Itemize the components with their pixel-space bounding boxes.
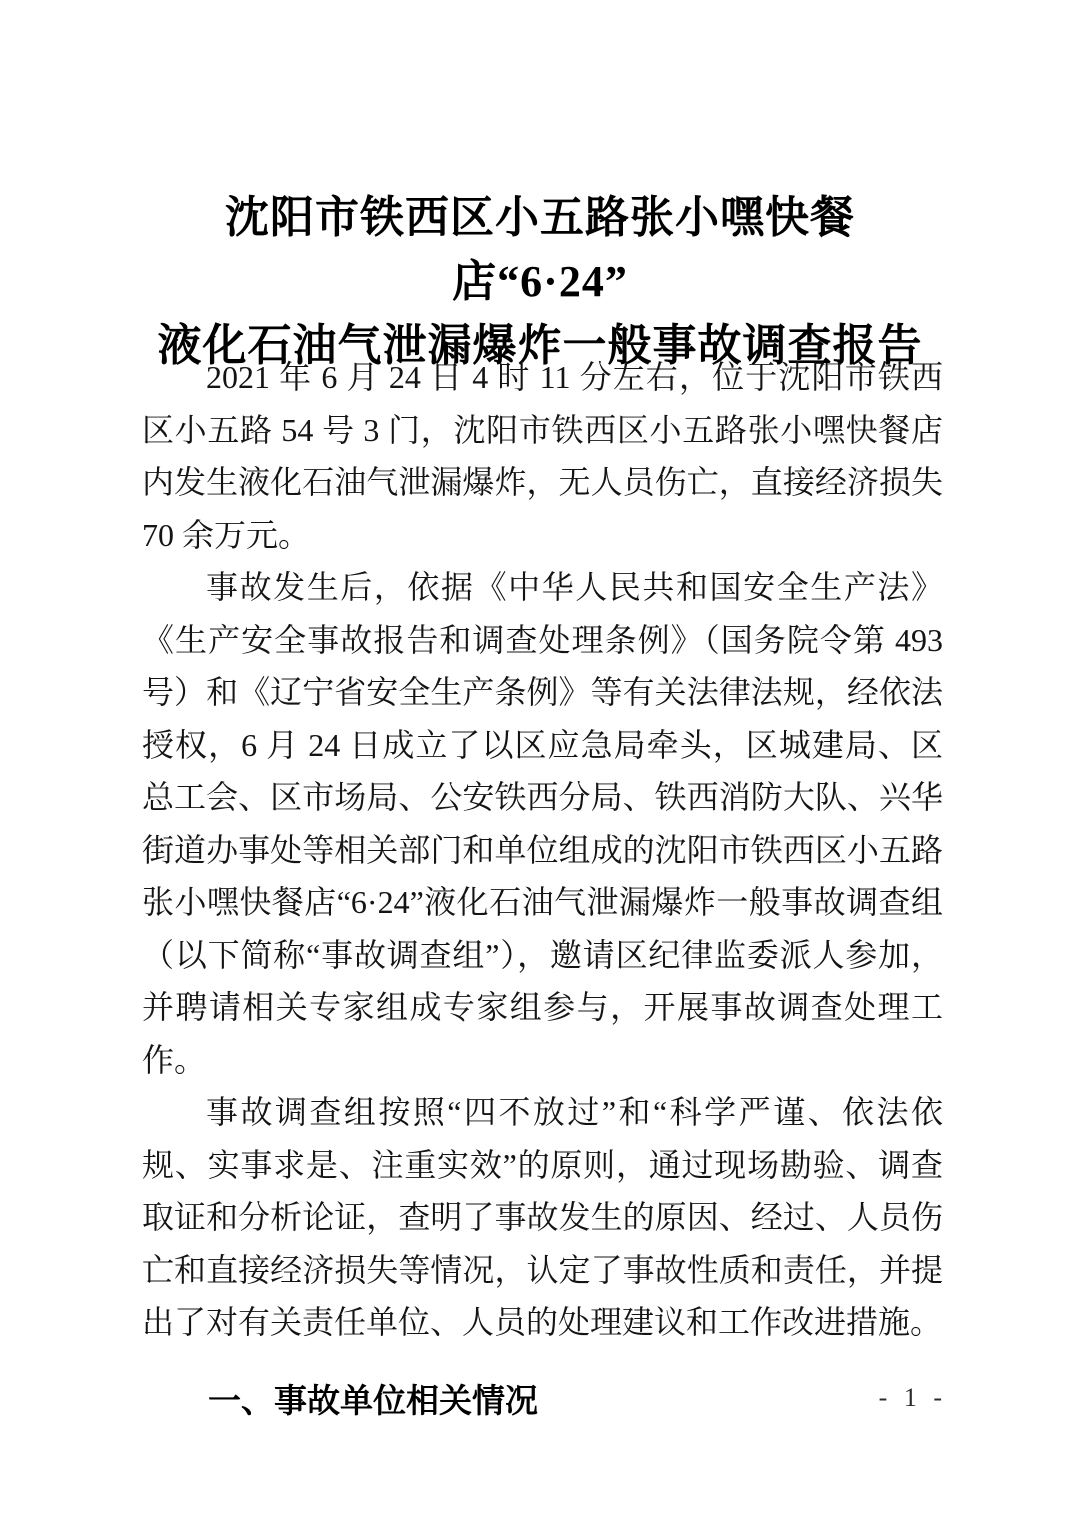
report-body [142,351,943,1427]
page-number: - 1 - [878,1383,947,1412]
paragraph-investigation-principles: 事故调查组按照“四不放过”和“科学严谨、依法依规、实事求是、注重实效”的原则，通过现场勘验、调查取证和分析论证，查明了事故发生的原因、经过、人员伤亡和直接经济损失等情况，认定了事故性质和责任，并提出了对有关责任单位、人员的处理建议和工作改进措施。 [142,1094,943,1340]
paragraph-accident-summary: 2021 年 6 月 24 日 4 时 11 分左右，位于沈阳市铁西区小五路 54 号 3 门，沈阳市铁西区小五路张小嘿快餐店内发生液化石油气泄漏爆炸，无人员伤亡，直接经济损失 70 余万元。 [142,359,943,553]
section-heading-unit-overview: 一、事故单位相关情况 [208,1381,538,1419]
report-title-line-2: 液化石油气泄漏爆炸一般事故调查报告 [157,321,923,370]
report-title [140,186,940,378]
paragraph-investigation-team: 事故发生后，依据《中华人民共和国安全生产法》《生产安全事故报告和调查处理条例》（国务院令第 493 号）和《辽宁省安全生产条例》等有关法律法规，经依法授权，6 月 24 日成立了以区应急局牵头，区城建局、区总工会、区市场局、公安铁西分局、铁西消防大队、兴华街道办事处等相关部门和单位组成的沈阳市铁西区小五路张小嘿快餐店“6·24”液化石油气泄漏爆炸一般事故调查组（以下简称“事故调查组”），邀请区纪律监委派人参加，并聘请相关专家组成专家组参与，开展事故调查处理工作。 [142,569,943,1078]
report-title-line-1: 沈阳市铁西区小五路张小嘿快餐店“6·24” [225,193,855,306]
